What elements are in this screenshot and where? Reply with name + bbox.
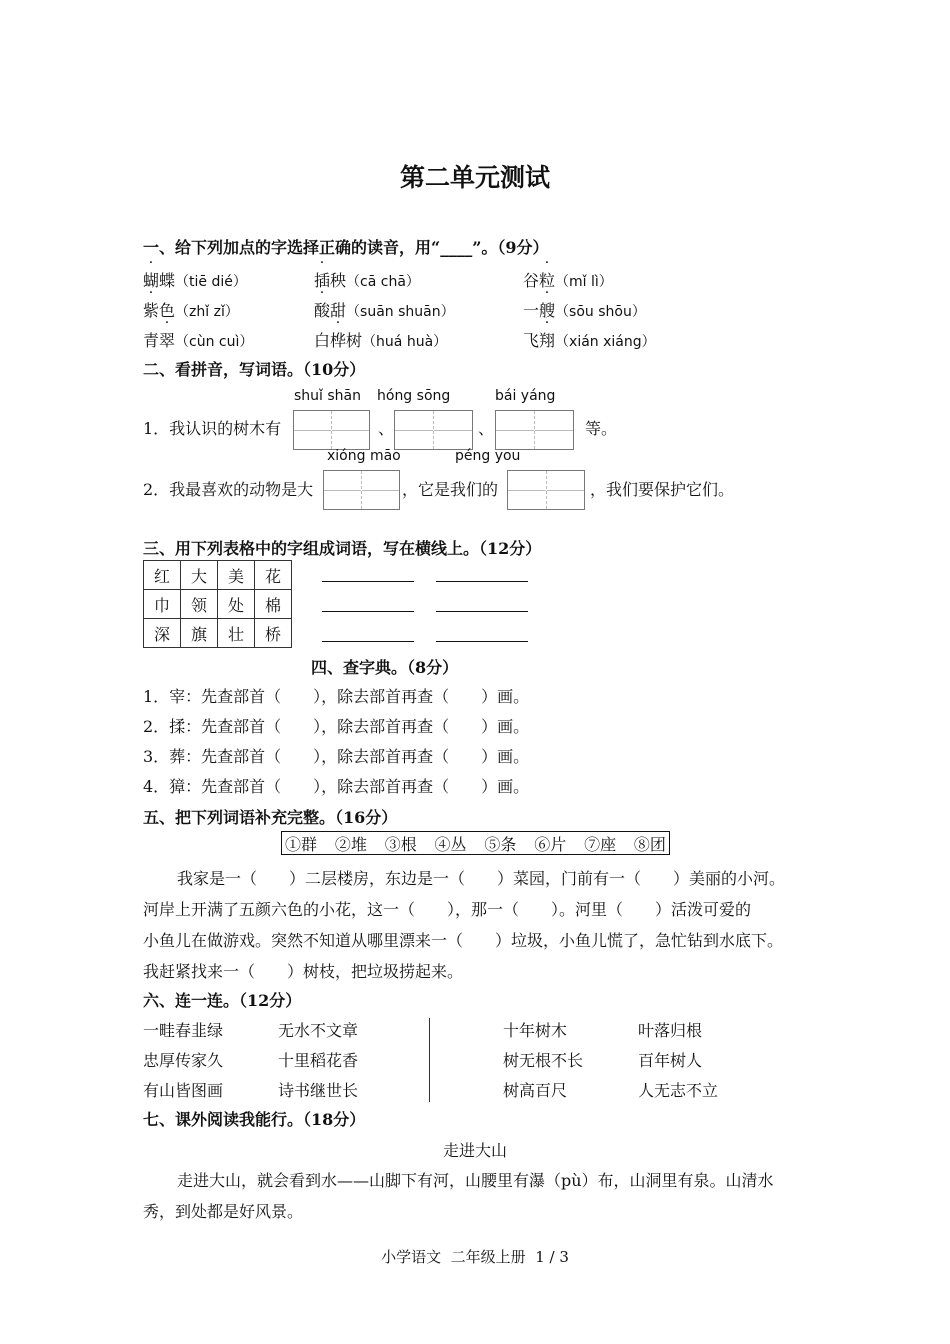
section-4-heading: 四、查字典。（8分） bbox=[311, 658, 459, 677]
table-cell: 美 bbox=[218, 561, 255, 590]
dotted-character: 插 bbox=[314, 271, 331, 290]
pronunciation-item bbox=[523, 298, 646, 321]
q2-1-tail: 等。 bbox=[585, 419, 618, 438]
pronunciation-item bbox=[523, 328, 656, 351]
word-part: 青 bbox=[143, 331, 160, 350]
option: ①群 bbox=[285, 834, 318, 854]
q2-2-tail: ，我们要保护它们。 bbox=[590, 480, 735, 499]
match-left-a[interactable]: 有山皆图画 bbox=[143, 1081, 224, 1100]
match-left-a[interactable]: 一畦春韭绿 bbox=[143, 1021, 224, 1040]
match-right-a[interactable]: 十年树木 bbox=[503, 1021, 568, 1040]
pronunciation-item bbox=[523, 268, 613, 291]
story-line-1: 走进大山，就会看到水——山脚下有河，山腰里有瀑（pù）布，山洞里有泉。山清水 bbox=[177, 1171, 774, 1190]
section-7-heading: 七、课外阅读我能行。（18分） bbox=[143, 1110, 366, 1129]
dotted-character: 翔 bbox=[539, 331, 556, 350]
pinyin-options[interactable]: （cā chā） bbox=[346, 274, 420, 290]
answer-blank[interactable] bbox=[322, 640, 414, 642]
pronunciation-item bbox=[143, 268, 247, 291]
pinyin-options[interactable]: （mǐ lì） bbox=[555, 274, 613, 290]
word-part: 白 bbox=[314, 331, 331, 350]
option: ⑤条 bbox=[484, 834, 517, 854]
pronunciation-item bbox=[314, 328, 447, 351]
table-cell: 旗 bbox=[181, 619, 218, 648]
section-1-heading: 一、给下列加点的字选择正确的读音，用“____”。（9分） bbox=[143, 238, 549, 257]
word-part: 一 bbox=[523, 301, 540, 320]
word-part: 甜 bbox=[330, 301, 347, 320]
table-cell: 花 bbox=[255, 561, 292, 590]
pronunciation-item bbox=[143, 298, 239, 321]
dotted-character: 翠 bbox=[159, 331, 176, 350]
q2-1-sep2: 、 bbox=[478, 419, 495, 438]
dotted-character: 蝴 bbox=[143, 271, 160, 290]
match-left-b[interactable]: 无水不文章 bbox=[278, 1021, 359, 1040]
pinyin-options[interactable]: （sōu shōu） bbox=[555, 304, 646, 320]
match-right-b[interactable]: 百年树人 bbox=[638, 1051, 703, 1070]
table-cell: 巾 bbox=[144, 590, 181, 619]
table-cell: 大 bbox=[181, 561, 218, 590]
match-left-a[interactable]: 忠厚传家久 bbox=[143, 1051, 224, 1070]
option: ③根 bbox=[384, 834, 417, 854]
section-6-heading: 六、连一连。（12分） bbox=[143, 991, 302, 1010]
match-left-b[interactable]: 诗书继世长 bbox=[278, 1081, 359, 1100]
cloze-line-4: 我赶紧找来一（ ）树枝，把垃圾捞起来。 bbox=[143, 962, 464, 981]
dotted-character: 紫 bbox=[143, 301, 160, 320]
answer-blank[interactable] bbox=[436, 640, 528, 642]
match-right-a[interactable]: 树高百尺 bbox=[503, 1081, 568, 1100]
word-part: 色 bbox=[159, 301, 176, 320]
match-right-b[interactable]: 人无志不立 bbox=[638, 1081, 719, 1100]
table-cell: 处 bbox=[218, 590, 255, 619]
word-part: 谷 bbox=[523, 271, 540, 290]
section-3-heading: 三、用下列表格中的字组成词语，写在横线上。（12分） bbox=[143, 539, 542, 558]
table-cell: 桥 bbox=[255, 619, 292, 648]
word-part: 秧 bbox=[330, 271, 347, 290]
option: ⑧团 bbox=[633, 834, 666, 854]
section-5-heading: 五、把下列词语补充完整。（16分） bbox=[143, 808, 398, 827]
option: ②堆 bbox=[334, 834, 367, 854]
table-cell: 红 bbox=[144, 561, 181, 590]
option: ⑥片 bbox=[534, 834, 567, 854]
dotted-character: 艘 bbox=[539, 301, 556, 320]
answer-blank[interactable] bbox=[322, 580, 414, 582]
pinyin-options[interactable]: （suān shuān） bbox=[346, 304, 455, 320]
pinyin-5: péng you bbox=[455, 448, 521, 464]
dotted-character: 酸 bbox=[314, 301, 331, 320]
measure-word-options bbox=[281, 831, 670, 855]
table-cell: 壮 bbox=[218, 619, 255, 648]
pinyin-options[interactable]: （huá huà） bbox=[362, 334, 448, 350]
page-footer: 小学语文 二年级上册 1 / 3 bbox=[381, 1248, 569, 1266]
pinyin-options[interactable]: （xián xiáng） bbox=[555, 334, 656, 350]
q2-1-lead: 1．我认识的树木有 bbox=[143, 419, 282, 438]
word-part: 树 bbox=[346, 331, 363, 350]
dotted-character: 桦 bbox=[330, 331, 347, 350]
q2-2-lead: 2．我最喜欢的动物是大 bbox=[143, 480, 314, 499]
cloze-line-1: 我家是一（ ）二层楼房，东边是一（ ）菜园，门前有一（ ）美丽的小河。 bbox=[177, 869, 786, 888]
option: ⑦座 bbox=[584, 834, 617, 854]
option: ④丛 bbox=[434, 834, 467, 854]
pinyin-1: shuǐ shān bbox=[294, 388, 361, 404]
char-box-shuishan[interactable] bbox=[293, 410, 370, 450]
story-line-2: 秀，到处都是好风景。 bbox=[143, 1202, 304, 1221]
table-cell: 深 bbox=[144, 619, 181, 648]
dotted-character: 粒 bbox=[539, 271, 556, 290]
answer-blank[interactable] bbox=[436, 610, 528, 612]
dict-item-1: 1．宰：先查部首（ ），除去部首再查（ ）画。 bbox=[143, 687, 530, 706]
table-cell: 棉 bbox=[255, 590, 292, 619]
pinyin-4: xióng māo bbox=[327, 448, 401, 464]
char-box-hongsong[interactable] bbox=[394, 410, 473, 450]
story-title: 走进大山 bbox=[442, 1141, 507, 1160]
char-box-baiyang[interactable] bbox=[495, 410, 574, 450]
dict-item-4: 4．獐：先查部首（ ），除去部首再查（ ）画。 bbox=[143, 777, 530, 796]
pinyin-2: hóng sōng bbox=[377, 388, 451, 404]
word-part: 蝶 bbox=[159, 271, 176, 290]
char-box-pengyou[interactable] bbox=[507, 470, 585, 510]
pinyin-options[interactable]: （cùn cuì） bbox=[175, 334, 254, 350]
cloze-line-2: 河岸上开满了五颜六色的小花，这一（ ），那一（ ）。河里（ ）活泼可爱的 bbox=[143, 900, 752, 919]
pronunciation-item bbox=[143, 328, 253, 351]
dict-item-3: 3．葬：先查部首（ ），除去部首再查（ ）画。 bbox=[143, 747, 530, 766]
section-2-heading: 二、看拼音，写词语。（10分） bbox=[143, 360, 366, 379]
pinyin-options[interactable]: （zhǐ zǐ） bbox=[175, 304, 239, 320]
q2-1-sep: 、 bbox=[378, 419, 395, 438]
match-right-a[interactable]: 树无根不长 bbox=[503, 1051, 584, 1070]
page-title: 第二单元测试 bbox=[399, 163, 550, 192]
character-table bbox=[143, 560, 292, 648]
word-part: 飞 bbox=[523, 331, 540, 350]
match-right-b[interactable]: 叶落归根 bbox=[638, 1021, 703, 1040]
pinyin-options[interactable]: （tiē dié） bbox=[175, 274, 247, 290]
divider bbox=[429, 1018, 430, 1102]
answer-blank[interactable] bbox=[322, 610, 414, 612]
match-left-b[interactable]: 十里稻花香 bbox=[278, 1051, 359, 1070]
table-cell: 领 bbox=[181, 590, 218, 619]
char-box-xiongmao[interactable] bbox=[323, 470, 400, 510]
answer-blank[interactable] bbox=[436, 580, 528, 582]
pinyin-3: bái yáng bbox=[495, 388, 556, 404]
pronunciation-item bbox=[314, 268, 420, 291]
dict-item-2: 2．揉：先查部首（ ），除去部首再查（ ）画。 bbox=[143, 717, 530, 736]
cloze-line-3: 小鱼儿在做游戏。突然不知道从哪里漂来一（ ）垃圾，小鱼儿慌了，急忙钻到水底下。 bbox=[143, 931, 784, 950]
q2-2-mid: ，它是我们的 bbox=[402, 480, 499, 499]
